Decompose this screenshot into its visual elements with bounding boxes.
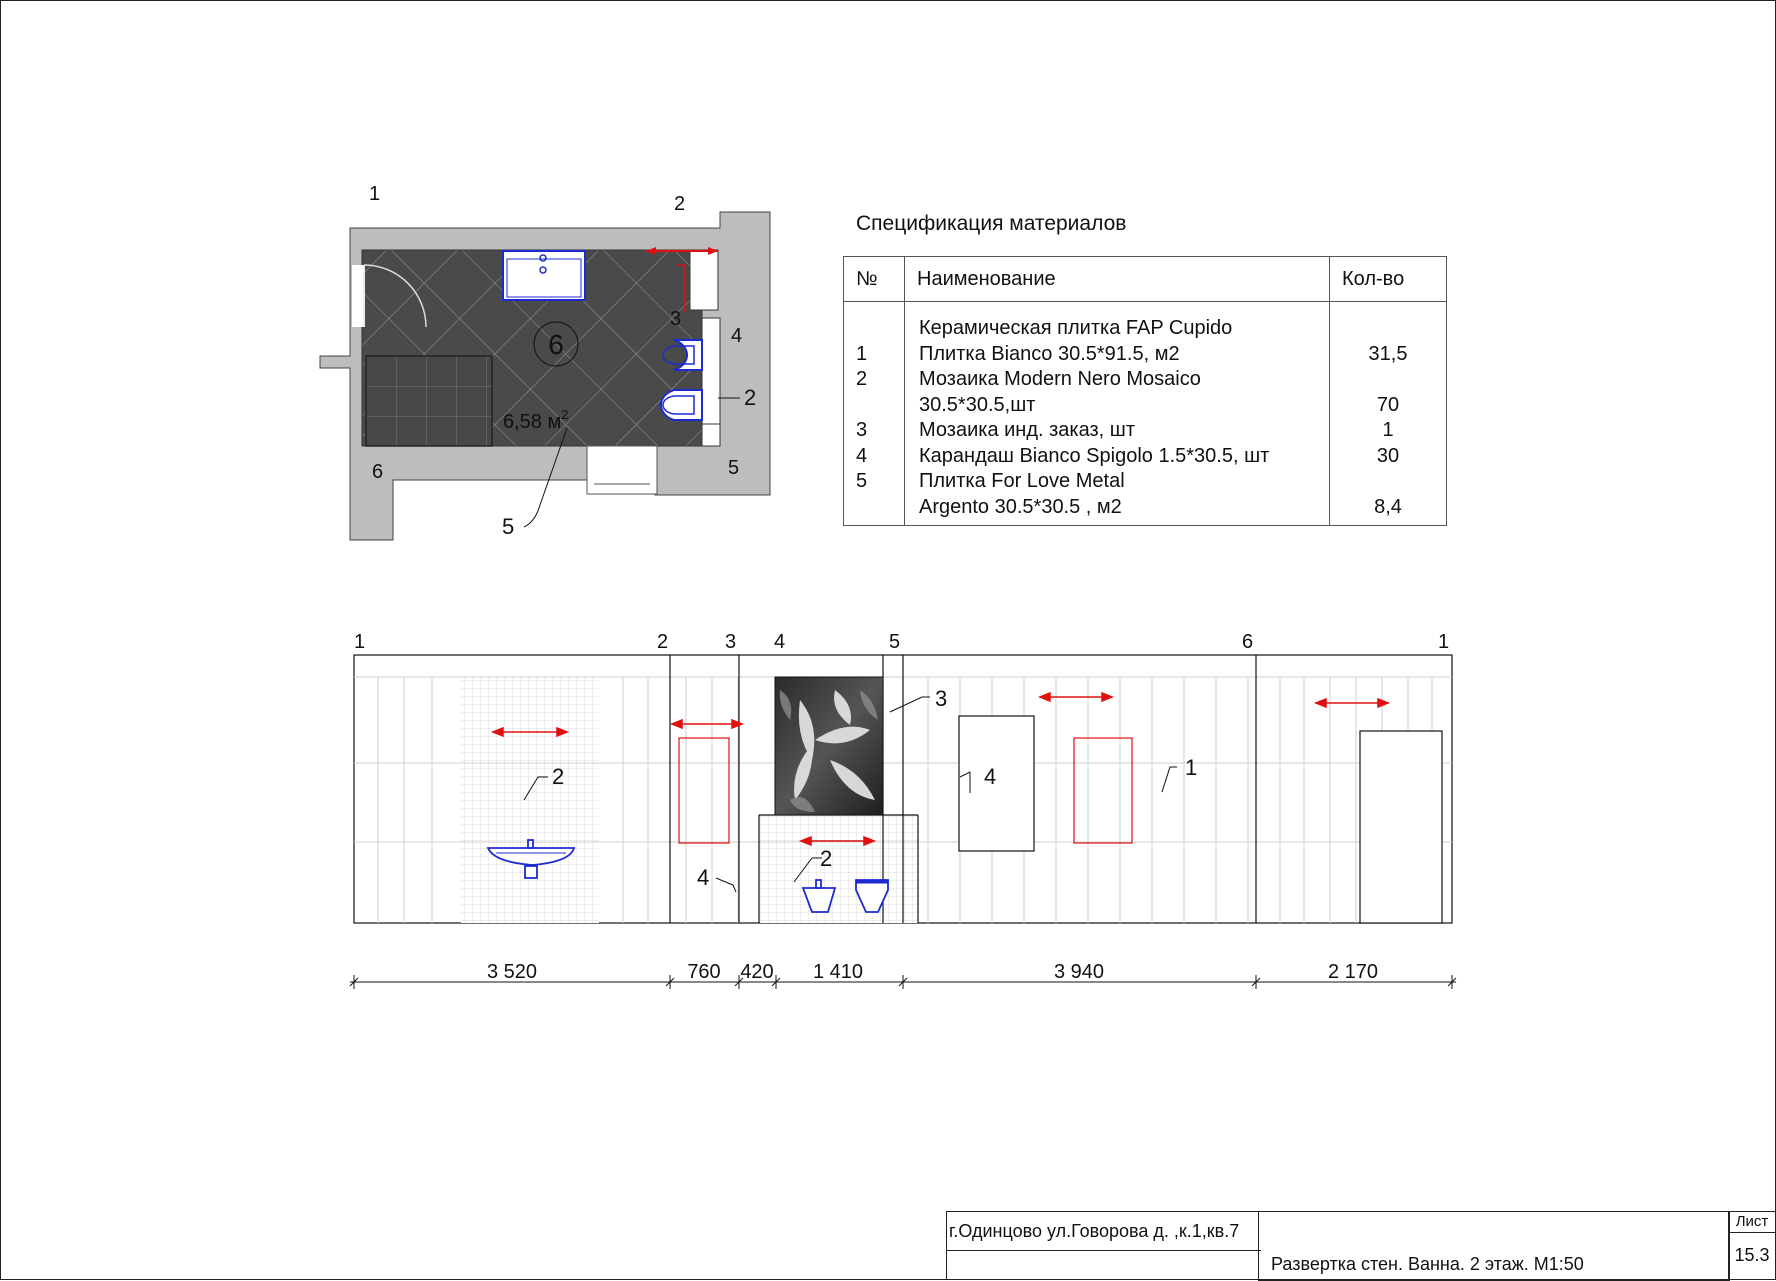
wall-elevation: [340, 620, 1470, 1000]
dim-1410: 1 410: [812, 961, 864, 983]
plan-marker-2: 2: [674, 193, 686, 215]
plan-marker-3: 3: [670, 308, 682, 330]
door-opening: [1360, 731, 1442, 923]
dim-760: 760: [687, 961, 721, 983]
plan-marker-5b: 5: [502, 514, 515, 539]
spec-table: [843, 256, 1447, 526]
title-block: [946, 1211, 1775, 1279]
plan-sink: [503, 251, 585, 300]
spec-header-qty: Кол-во: [1330, 257, 1447, 302]
title-block-cell: [946, 1249, 1259, 1279]
wall-label-5: 5: [889, 631, 901, 653]
plan-marker-1: 1: [369, 183, 381, 205]
drawing-title-cell: [1258, 1211, 1730, 1281]
plan-window: [587, 446, 657, 494]
callout-3: 3: [935, 686, 948, 711]
floor-plan: [310, 180, 780, 550]
plan-marker-5: 5: [728, 457, 740, 479]
project-address: г.Одинцово ул.Говорова д. ,к.1,кв.7: [946, 1211, 1261, 1251]
mosaic-panel-2: [760, 815, 918, 923]
shower-area: [366, 356, 492, 446]
callout-2b: 2: [820, 846, 833, 871]
spec-col-qty: 31,5 70 1 30 8,4: [1330, 302, 1447, 526]
wall-label-1: 1: [354, 631, 366, 653]
wall-label-1b: 1: [1438, 631, 1450, 653]
dim-420: 420: [740, 961, 774, 983]
floral-mosaic-panel: [775, 677, 883, 815]
callout-4b: 4: [697, 865, 710, 890]
sheet-label: Лист: [1728, 1211, 1776, 1233]
plan-marker-4: 4: [731, 325, 743, 347]
mosaic-panel-1: [461, 677, 599, 923]
spec-title: Спецификация материалов: [856, 212, 1127, 235]
spec-col-no: 1 2 3 4 5: [844, 302, 905, 526]
plan-bidet: [661, 390, 702, 420]
spec-header-name: Наименование: [905, 257, 1330, 302]
wall-label-4: 4: [774, 631, 786, 653]
wall-label-2: 2: [657, 631, 669, 653]
room-number: 6: [548, 329, 564, 360]
dim-3520: 3 520: [486, 961, 538, 983]
callout-1: 1: [1185, 755, 1198, 780]
room-area: 6,58 $м^2$: [503, 407, 569, 433]
plan-marker-2b: 2: [744, 385, 757, 410]
dim-2170: 2 170: [1327, 961, 1379, 983]
sheet-number: 15.3: [1728, 1231, 1775, 1279]
spec-header-no: №: [844, 257, 905, 302]
callout-2a: 2: [552, 764, 565, 789]
wall-label-3: 3: [725, 631, 737, 653]
dim-3940: 3 940: [1053, 961, 1105, 983]
plan-marker-6: 6: [372, 461, 384, 483]
wall-label-6: 6: [1242, 631, 1254, 653]
drawing-title: Развертка стен. Ванна. 2 этаж. М1:50: [1271, 1254, 1584, 1274]
callout-4a: 4: [984, 764, 997, 789]
spec-col-name: Керамическая плитка FAP Cupido Плитка Bianco 30.5*91.5, м2 Мозаика Modern Nero Mosaico 30.5*30.5,шт Мозаика инд. заказ, шт Карандаш Bianco Spigolo 1.5*30.5, шт Плитка For Love Metal Argento 30.5*30.5 , м2: [905, 302, 1330, 526]
